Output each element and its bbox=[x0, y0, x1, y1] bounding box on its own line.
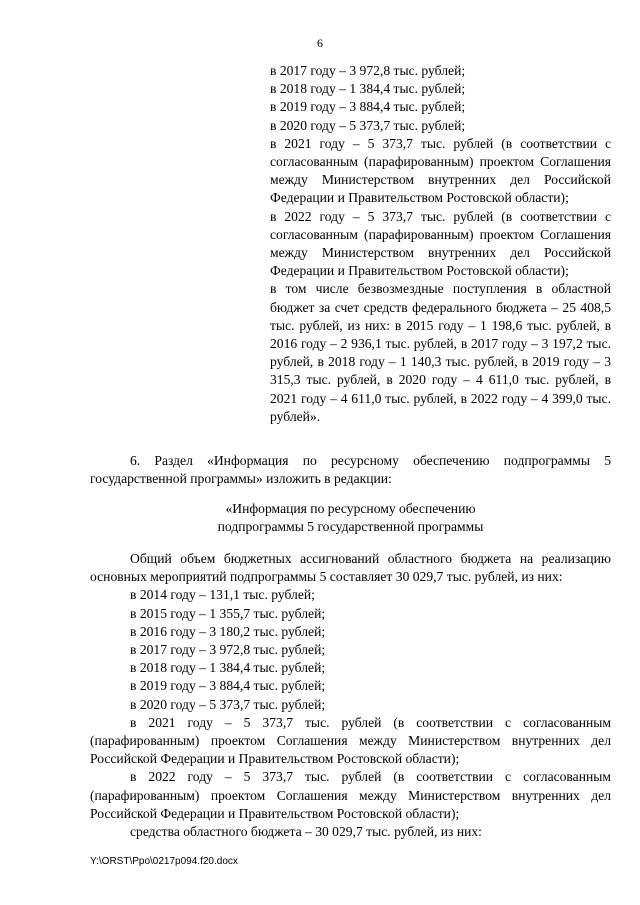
section-heading bbox=[90, 500, 611, 536]
list-item-2021: в 2021 году – 5 373,7 тыс. рублей (в соответствии с согласованным (парафированным) проектом Соглашения между Министерством внутренних дел Российской Федерации и Правительством Ростовской области); bbox=[90, 714, 611, 767]
heading-line-2: подпрограммы 5 государственной программы bbox=[217, 519, 484, 535]
list-item: в 2020 году – 5 373,7 тыс. рублей; bbox=[130, 696, 326, 712]
list-item: в 2019 году – 3 884,4 тыс. рублей; bbox=[270, 99, 466, 115]
list-item: в том числе безвозмездные поступления в областной бюджет за счет средств федерального бюджета – 25 408,5 тыс. рублей, из них: в 2015 году – 1 198,6 тыс. рублей, в 2016 году – 2 936,1 тыс. рублей, в 2017 году – 3 197,2 тыс. рублей, в 2018 году – 1 140,3 тыс. рублей, в 2019 году – 3 315,3 тыс. рублей, в 2020 году – 4 611,0 тыс. рублей, в 2021 году – 4 611,0 тыс. рублей, в 2022 году – 4 399,0 тыс. рублей». bbox=[270, 281, 611, 424]
list-item: в 2021 году – 5 373,7 тыс. рублей (в соответствии с согласованным (парафированным) проектом Соглашения между Министерством внутренних дел Российской Федерации и Правительством Ростовской области); bbox=[270, 135, 611, 206]
list-item-2022: в 2022 году – 5 373,7 тыс. рублей (в соответствии с согласованным (парафированным) проектом Соглашения между Министерством внутренних дел Российской Федерации и Правительством Ростовской области); bbox=[90, 769, 611, 821]
list-item: в 2018 году – 1 384,4 тыс. рублей; bbox=[130, 660, 326, 676]
continued-amounts-list bbox=[270, 62, 611, 426]
list-item: в 2020 году – 5 373,7 тыс. рублей; bbox=[270, 117, 466, 133]
list-item: в 2018 году – 1 384,4 тыс. рублей; bbox=[270, 81, 466, 97]
page-number: 6 bbox=[317, 36, 323, 50]
list-item: в 2022 году – 5 373,7 тыс. рублей (в соответствии с согласованным (парафированным) проектом Соглашения между Министерством внутренних дел Российской Федерации и Правительством Ростовской области); bbox=[270, 208, 611, 279]
heading-line-1: «Информация по ресурсному обеспечению bbox=[225, 501, 476, 516]
list-item: в 2019 году – 3 884,4 тыс. рублей; bbox=[130, 678, 326, 694]
regional-budget-line: средства областного бюджета – 30 029,7 тыс. рублей, из них: bbox=[130, 824, 482, 840]
footer-file-path: Y:\ORST\Ppo\0217p094.f20.docx bbox=[90, 856, 238, 867]
section-6-instruction bbox=[90, 452, 611, 488]
list-item: в 2017 году – 3 972,8 тыс. рублей; bbox=[130, 642, 326, 658]
intro-paragraph: Общий объем бюджетных ассигнований областного бюджета на реализацию основных мероприятий подпрограммы 5 составляет 30 029,7 тыс. рублей, из них: bbox=[90, 551, 611, 585]
list-item: в 2016 году – 3 180,2 тыс. рублей; bbox=[130, 623, 326, 639]
list-item: в 2014 году – 131,1 тыс. рублей; bbox=[130, 587, 315, 603]
list-item: в 2015 году – 1 355,7 тыс. рублей; bbox=[130, 605, 326, 621]
funding-body bbox=[90, 550, 611, 841]
list-item: в 2017 году – 3 972,8 тыс. рублей; bbox=[270, 63, 466, 78]
section-6-text: 6. Раздел «Информация по ресурсному обеспечению подпрограммы 5 государственной программы» изложить в редакции: bbox=[90, 453, 611, 487]
